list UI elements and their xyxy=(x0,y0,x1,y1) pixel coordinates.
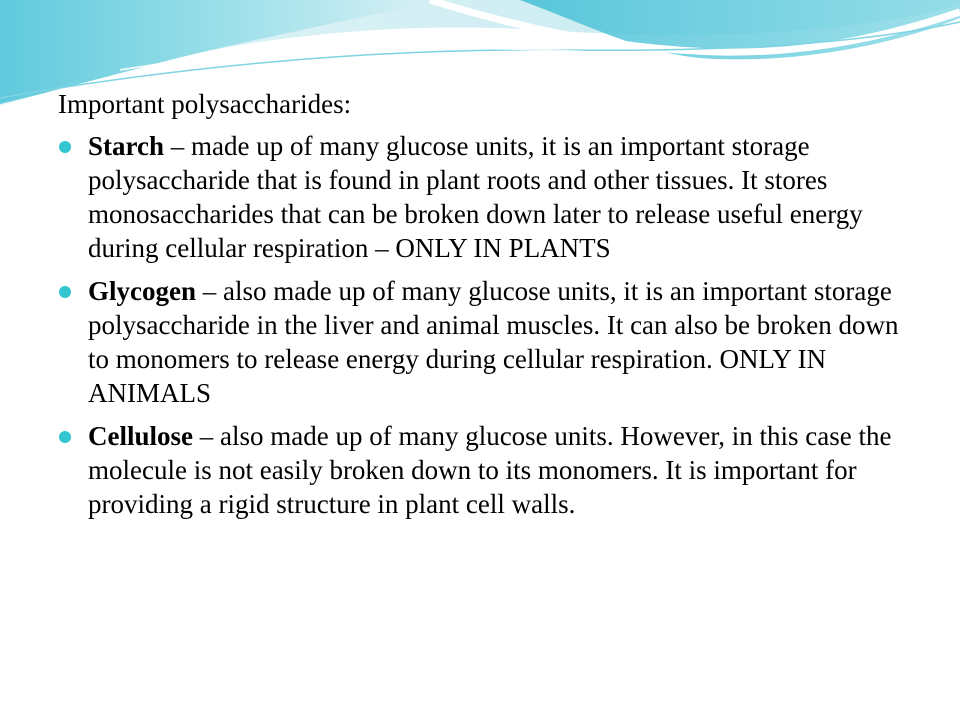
bullet-cellulose xyxy=(58,419,908,521)
starch-description: – made up of many glucose units, it is an important storage polysaccharide that is found in plant roots and other tissues. It stores monosaccharides that can be broken down later to release useful energy during cellular respiration – ONLY IN PLANTS xyxy=(88,131,863,263)
term-starch: Starch xyxy=(88,131,165,161)
bullet-dot-icon xyxy=(59,141,71,153)
bullet-dot-icon xyxy=(59,431,71,443)
glycogen-description: – also made up of many glucose units, it is an important storage polysaccharide in the liver and animal muscles. It can also be broken down to monomers to release energy during cellular respiration. ONLY IN ANIMALS xyxy=(88,276,899,408)
polysaccharide-list xyxy=(58,129,908,521)
slide-content xyxy=(58,88,908,530)
cellulose-description: – also made up of many glucose units. However, in this case the molecule is not easily broken down to its monomers. It is important for providing a rigid structure in plant cell walls. xyxy=(88,421,892,519)
bullet-starch xyxy=(58,129,908,265)
bullet-dot-icon xyxy=(59,286,71,298)
slide-intro: Important polysaccharides: xyxy=(58,89,352,119)
bullet-glycogen xyxy=(58,274,908,410)
term-cellulose: Cellulose xyxy=(88,421,193,451)
term-glycogen: Glycogen xyxy=(88,276,196,306)
